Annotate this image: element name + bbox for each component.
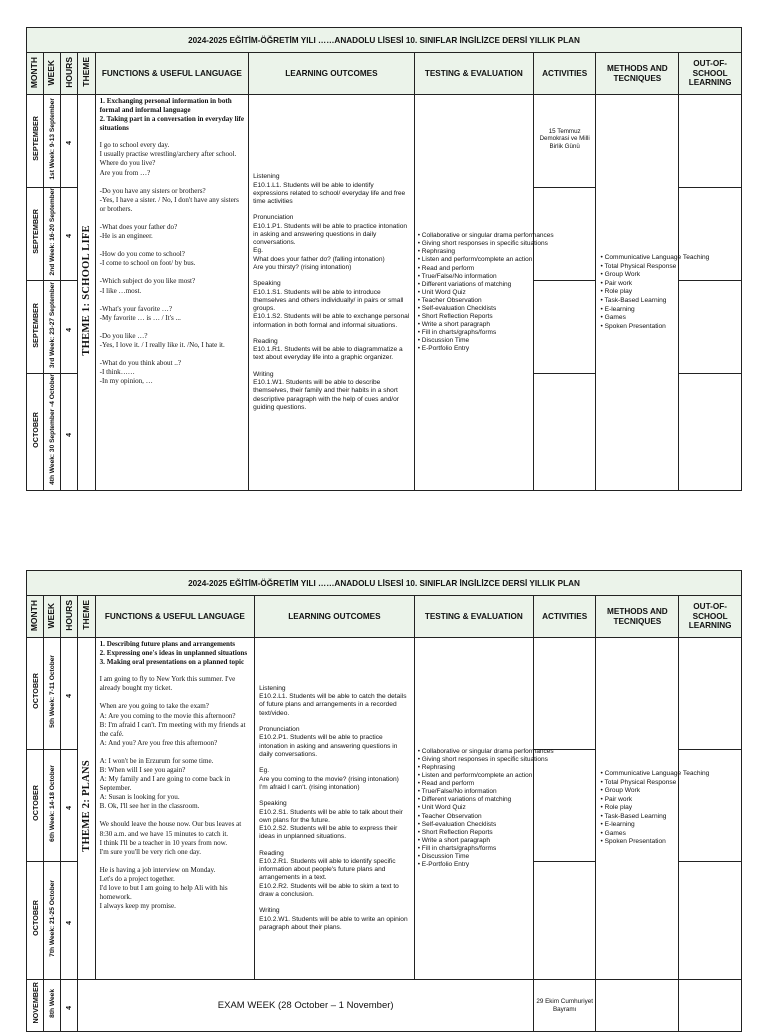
- methods-list: [600, 254, 710, 331]
- list-item: • Spoken Presentation: [600, 322, 666, 330]
- functions-examples: I am going to fly to New York this summer. I've already bought my ticket. When are you going to take the exam? A: Are you coming to the movie this afternoon? B: I'm afraid I can't. I'm meeting with my friends at the café. A: And you? Are you free this afternoon? A: I won't be in Erzurum for some time. B: When will I see you again? A: My family and I are going to come back in September. A: Susan is looking for you. B. Ok, I'll see her in the classroom. We should leave the house now. Our bus leaves at 8:30 a.m. and we have 15 minutes to catch it. I think I'll be a teacher in 10 years from now. I'm sure you'll be very rich one day. He is having a job interview on Monday. Let's do a project together. I'd love to but I am going to help Ali with his homework. I always keep my promise.: [99, 675, 246, 911]
- list-item: • Spoken Presentation: [600, 838, 666, 846]
- month-cell: SEPTEMBER: [27, 95, 44, 188]
- header-week: WEEK: [44, 596, 61, 638]
- list-item: • Discussion Time: [417, 852, 470, 860]
- list-item: • Group Work: [600, 787, 641, 795]
- functions-goals: 1. Describing future plans and arrangements 2. Expressing one's ideas in unplanned situations 3. Making oral presentations on a planned topic: [99, 640, 248, 667]
- list-item: • Listen and perform/complete an action: [417, 256, 533, 264]
- list-item: • Read and perform: [417, 264, 475, 272]
- month-cell: OCTOBER: [27, 862, 44, 980]
- theme-cell: THEME 2: PLANS: [78, 638, 95, 980]
- out-of-school-cell: [679, 374, 742, 491]
- list-item: • Pair work: [600, 795, 633, 803]
- list-item: • Pair work: [600, 279, 633, 287]
- methods-cell: [596, 95, 710, 491]
- month-cell: SEPTEMBER: [27, 188, 44, 281]
- list-item: • Role play: [600, 288, 633, 296]
- list-item: • Games: [600, 314, 626, 322]
- plan-title: 2024-2025 EĞİTİM-ÖĞRETİM YILI ……ANADOLU LİSESİ 10. SINIFLAR İNGİLİZCE DERSİ YILLIK PLAN: [27, 571, 742, 596]
- plan-title: 2024-2025 EĞİTİM-ÖĞRETİM YILI ……ANADOLU LİSESİ 10. SINIFLAR İNGİLİZCE DERSİ YILLIK PLAN: [27, 28, 742, 53]
- list-item: • True/False/No information: [417, 788, 497, 796]
- list-item: • Group Work: [600, 271, 641, 279]
- week-cell: 2nd Week: 16-20 September: [44, 188, 61, 281]
- hours-cell: 4: [61, 374, 78, 491]
- header-methods: METHODS AND TECNIQUES: [596, 53, 679, 95]
- activity-cell: [533, 374, 596, 491]
- activity-cell: [533, 862, 596, 980]
- week-cell: 6th Week: 14-18 October: [44, 750, 61, 862]
- exam-week-cell: EXAM WEEK (28 October – 1 November): [78, 980, 533, 1032]
- list-item: • Giving short responses in specific situations: [417, 240, 548, 248]
- header-methods: METHODS AND TECNIQUES: [596, 596, 679, 638]
- methods-list: [600, 769, 710, 847]
- list-item: • Collaborative or singular drama performances: [417, 232, 554, 240]
- header-hours: HOURS: [61, 596, 78, 638]
- list-item: • Communicative Language Teaching: [600, 254, 710, 262]
- out-of-school-cell: [679, 862, 742, 980]
- table-row: [27, 638, 742, 750]
- header-month: MONTH: [27, 596, 44, 638]
- activity-cell: [533, 281, 596, 374]
- out-of-school-cell: [679, 980, 742, 1032]
- hours-cell: 4: [61, 188, 78, 281]
- month-cell: NOVEMBER: [27, 980, 44, 1032]
- out-of-school-cell: [679, 95, 742, 188]
- list-item: • E-Portfolio Entry: [417, 345, 470, 352]
- header-theme: THEME: [78, 53, 95, 95]
- list-item: • Rephrasing: [417, 248, 456, 256]
- header-theme: THEME: [78, 596, 95, 638]
- testing-list: [417, 748, 554, 869]
- list-item: • Listen and perform/complete an action: [417, 772, 533, 780]
- list-item: • Write a short paragraph: [417, 320, 490, 328]
- activity-cell: [533, 750, 596, 862]
- list-item: • Different variations of matching: [417, 796, 512, 804]
- list-item: • True/False/No information: [417, 272, 497, 280]
- month-cell: OCTOBER: [27, 750, 44, 862]
- list-item: • Fill in charts/graphs/forms: [417, 328, 497, 336]
- hours-cell: 4: [61, 95, 78, 188]
- table-row: [27, 95, 742, 188]
- list-item: • Self-evaluation Checklists: [417, 820, 497, 828]
- theme-cell: THEME 1: SCHOOL LIFE: [78, 95, 95, 491]
- activity-cell: 15 Temmuz Demokrasi ve Milli Birlik Günü: [533, 95, 596, 188]
- out-of-school-cell: [679, 188, 742, 281]
- list-item: • Self-evaluation Checklists: [417, 304, 497, 312]
- week-cell: 4th Week: 30 September -4 October: [44, 374, 61, 491]
- hours-cell: 4: [61, 750, 78, 862]
- header-activities: ACTIVITIES: [533, 53, 596, 95]
- list-item: • Unit Word Quiz: [417, 804, 466, 812]
- header-out-of-school: OUT-OF-SCHOOL LEARNING: [679, 53, 742, 95]
- testing-cell: [414, 638, 554, 980]
- out-of-school-cell: [679, 638, 742, 750]
- list-item: • E-Portfolio Entry: [417, 860, 470, 868]
- list-item: • Collaborative or singular drama performances: [417, 748, 554, 756]
- functions-goals: 1. Exchanging personal information in both formal and informal language 2. Taking part in a conversation in everyday life situations: [99, 97, 245, 133]
- functions-cell: [95, 638, 255, 980]
- out-of-school-cell: [679, 750, 742, 862]
- activity-cell: [533, 638, 596, 750]
- list-item: • Read and perform: [417, 780, 475, 788]
- header-testing: TESTING & EVALUATION: [414, 53, 533, 95]
- outcomes-cell: Listening E10.1.L1. Students will be able to identify expressions related to school/ everyday life and free time activities Pronunciation E10.1.P1. Students will be able to practice intonation in asking and answering questions in daily conversations. Eg. What does your father do? (falling intonation) Are you thirsty? (rising intonation) Speaking E10.1.S1. Students will be able to introduce themselves and others individually/ in pairs or small groups. E10.1.S2. Students will be able to exchange personal information in both formal and informal situations. Reading E10.1.R1. Students will be able to diagrammatize a text about everyday life into a graphic organizer. Writing E10.1.W1. Students will be able to describe themselves, their family and their habits in a short descriptive paragraph with the help of cues and/or guiding questions.: [249, 95, 415, 491]
- month-cell: SEPTEMBER: [27, 281, 44, 374]
- week-cell: 3rd Week: 23-27 September: [44, 281, 61, 374]
- list-item: • Task-Based Learning: [600, 296, 667, 304]
- hours-cell: 4: [61, 281, 78, 374]
- table-row: [27, 980, 742, 1032]
- list-item: • Fill in charts/graphs/forms: [417, 844, 497, 852]
- week-cell: 7th Week: 21-25 October: [44, 862, 61, 980]
- header-activities: ACTIVITIES: [533, 596, 596, 638]
- header-testing: TESTING & EVALUATION: [414, 596, 533, 638]
- list-item: • Teacher Observation: [417, 296, 482, 304]
- yearly-plan-table-1: [26, 27, 742, 491]
- list-item: • Different variations of matching: [417, 280, 512, 288]
- list-item: • Total Physical Response: [600, 778, 677, 786]
- month-cell: OCTOBER: [27, 638, 44, 750]
- list-item: • Write a short paragraph: [417, 836, 490, 844]
- functions-examples: I go to school every day. I usually practise wrestling/archery after school. Where do you live? Are you from …? -Do you have any sisters or brothers? -Yes, I have a sister. / No, I don't have any sisters or brothers. -What does your father do? -He is an engineer. -How do you come to school? -I come to school on foot/ by bus. -Which subject do you like most? -I like …most. -What's your favorite …? -My favorite … is … / It's ... -Do you like …? -Yes, I love it. / I really like it. /No, I hate it. -What do you think about ..? -I think…… -In my opinion, …: [99, 141, 239, 386]
- week-cell: 8th Week: [44, 980, 61, 1032]
- week-cell: 1st Week: 9-13 September: [44, 95, 61, 188]
- list-item: • Unit Word Quiz: [417, 288, 466, 296]
- header-out-of-school: OUT-OF-SCHOOL LEARNING: [679, 596, 742, 638]
- methods-cell: [596, 638, 710, 980]
- header-week: WEEK: [44, 53, 61, 95]
- list-item: • Games: [600, 829, 626, 837]
- header-functions: FUNCTIONS & USEFUL LANGUAGE: [95, 53, 248, 95]
- week-cell: 5th Week: 7-11 October: [44, 638, 61, 750]
- list-item: • E-learning: [600, 821, 635, 829]
- header-functions: FUNCTIONS & USEFUL LANGUAGE: [95, 596, 255, 638]
- list-item: • Discussion Time: [417, 336, 470, 344]
- header-outcomes: LEARNING OUTCOMES: [255, 596, 415, 638]
- list-item: • Short Reflection Reports: [417, 828, 493, 836]
- functions-cell: [95, 95, 248, 491]
- yearly-plan-table-2: [26, 570, 742, 1032]
- list-item: • Communicative Language Teaching: [600, 769, 710, 777]
- hours-cell: 4: [61, 980, 78, 1032]
- testing-list: [417, 232, 554, 353]
- list-item: • Teacher Observation: [417, 812, 482, 820]
- header-outcomes: LEARNING OUTCOMES: [249, 53, 415, 95]
- hours-cell: 4: [61, 862, 78, 980]
- month-cell: OCTOBER: [27, 374, 44, 491]
- out-of-school-cell: [679, 281, 742, 374]
- header-month: MONTH: [27, 53, 44, 95]
- testing-cell: [414, 95, 554, 491]
- list-item: • Total Physical Response: [600, 262, 677, 270]
- header-hours: HOURS: [61, 53, 78, 95]
- methods-cell: [596, 980, 679, 1032]
- list-item: • Short Reflection Reports: [417, 312, 493, 320]
- list-item: • Rephrasing: [417, 764, 456, 772]
- outcomes-cell: Listening E10.2.L1. Students will be able to catch the details of future plans and arrangements in a recorded text/video. Pronunciation E10.2.P1. Students will be able to practice intonation in asking and answering questions in daily conversations. Eg. Are you coming to the movie? (rising intonation) I'm afraid I can't. (rising intonation) Speaking E10.2.S1. Students will be able to talk about their own plans for the future. E10.2.S2. Students will be able to express their ideas in unplanned situations. Reading E10.2.R1. Students will able to identify specific information about people's future plans and arrangements in a text. E10.2.R2. Students will be able to skim a text to draw a conclusion. Writing E10.2.W1. Students will be able to write an opinion paragraph about their plans.: [255, 638, 415, 980]
- activity-cell: 29 Ekim Cumhuriyet Bayramı: [533, 980, 596, 1032]
- hours-cell: 4: [61, 638, 78, 750]
- list-item: • E-learning: [600, 305, 635, 313]
- list-item: • Task-Based Learning: [600, 812, 667, 820]
- list-item: • Role play: [600, 804, 633, 812]
- list-item: • Giving short responses in specific situations: [417, 756, 548, 764]
